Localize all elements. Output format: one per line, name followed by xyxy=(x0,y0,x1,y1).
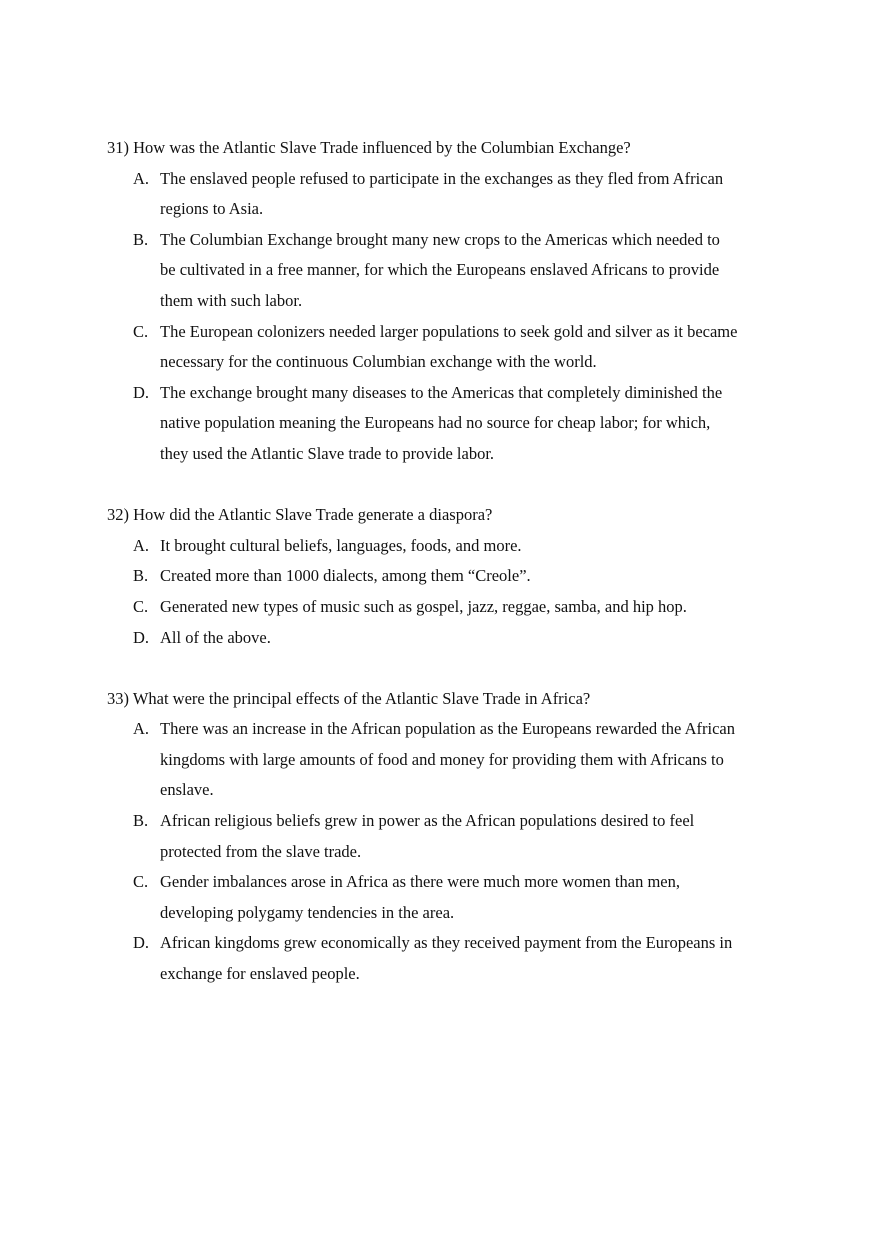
answer-option xyxy=(107,561,807,592)
option-text-line: enslave. xyxy=(160,780,214,800)
option-text-line: The European colonizers needed larger populations to seek gold and silver as it became xyxy=(160,321,738,341)
answer-option xyxy=(107,806,807,867)
option-text-line: The Columbian Exchange brought many new crops to the Americas which needed to xyxy=(160,229,720,249)
question-number: 33) xyxy=(107,688,129,708)
option-letter: A. xyxy=(133,719,150,739)
option-text-line: It brought cultural beliefs, languages, foods, and more. xyxy=(160,535,522,555)
option-letter: D. xyxy=(133,933,150,953)
option-text-line: regions to Asia. xyxy=(160,199,264,219)
option-letter: B. xyxy=(133,566,149,586)
answer-option xyxy=(107,623,807,654)
answer-option xyxy=(107,592,807,623)
option-text-line: protected from the slave trade. xyxy=(160,841,362,861)
answer-option xyxy=(107,714,807,806)
option-text-line: All of the above. xyxy=(160,627,271,647)
answer-option xyxy=(107,378,807,470)
answer-option xyxy=(107,867,807,928)
option-text-line: Gender imbalances arose in Africa as there were much more women than men, xyxy=(160,872,680,892)
question-block xyxy=(107,500,807,653)
option-letter: B. xyxy=(133,811,149,831)
option-letter: B. xyxy=(133,229,149,249)
option-letter: C. xyxy=(133,321,149,341)
question-block xyxy=(107,133,807,470)
question-line xyxy=(107,133,807,164)
option-text-line: necessary for the continuous Columbian exchange with the world. xyxy=(160,352,597,372)
option-text-line: them with such labor. xyxy=(160,290,303,310)
option-text-line: African religious beliefs grew in power as the African populations desired to feel xyxy=(160,811,695,831)
option-text-line: Generated new types of music such as gospel, jazz, reggae, samba, and hip hop. xyxy=(160,596,687,616)
option-text-line: The exchange brought many diseases to the Americas that completely diminished the xyxy=(160,382,723,402)
answer-option xyxy=(107,225,807,317)
option-letter: C. xyxy=(133,872,149,892)
option-letter: D. xyxy=(133,627,150,647)
question-text: How was the Atlantic Slave Trade influenced by the Columbian Exchange? xyxy=(133,138,631,157)
answer-option xyxy=(107,164,807,225)
option-text-line: developing polygamy tendencies in the area. xyxy=(160,902,455,922)
option-text-line: exchange for enslaved people. xyxy=(160,964,360,984)
question-number: 31) xyxy=(107,138,129,157)
option-text-line: kingdoms with large amounts of food and money for providing them with Africans to xyxy=(160,749,724,769)
answer-option xyxy=(107,317,807,378)
option-letter: D. xyxy=(133,382,150,402)
option-letter: C. xyxy=(133,596,149,616)
option-text-line: native population meaning the Europeans had no source for cheap labor; for which, xyxy=(160,413,711,433)
question-line xyxy=(107,500,807,531)
option-text-line: Created more than 1000 dialects, among them “Creole”. xyxy=(160,566,531,586)
question-text: What were the principal effects of the Atlantic Slave Trade in Africa? xyxy=(132,688,591,708)
answer-option xyxy=(107,531,807,562)
question-block xyxy=(107,684,807,990)
question-number: 32) xyxy=(107,505,129,525)
answer-option xyxy=(107,928,807,989)
option-letter: A. xyxy=(133,535,150,555)
option-text-line: African kingdoms grew economically as they received payment from the Europeans in xyxy=(160,933,733,953)
question-line xyxy=(107,684,807,715)
option-letter: A. xyxy=(133,168,150,188)
option-text-line: The enslaved people refused to participate in the exchanges as they fled from African xyxy=(160,168,724,188)
option-text-line: There was an increase in the African population as the Europeans rewarded the African xyxy=(160,719,735,739)
document-body xyxy=(107,133,807,1020)
option-text-line: be cultivated in a free manner, for which the Europeans enslaved Africans to provide xyxy=(160,260,720,280)
option-text-line: they used the Atlantic Slave trade to provide labor. xyxy=(160,443,495,463)
question-text: How did the Atlantic Slave Trade generate a diaspora? xyxy=(133,505,493,525)
